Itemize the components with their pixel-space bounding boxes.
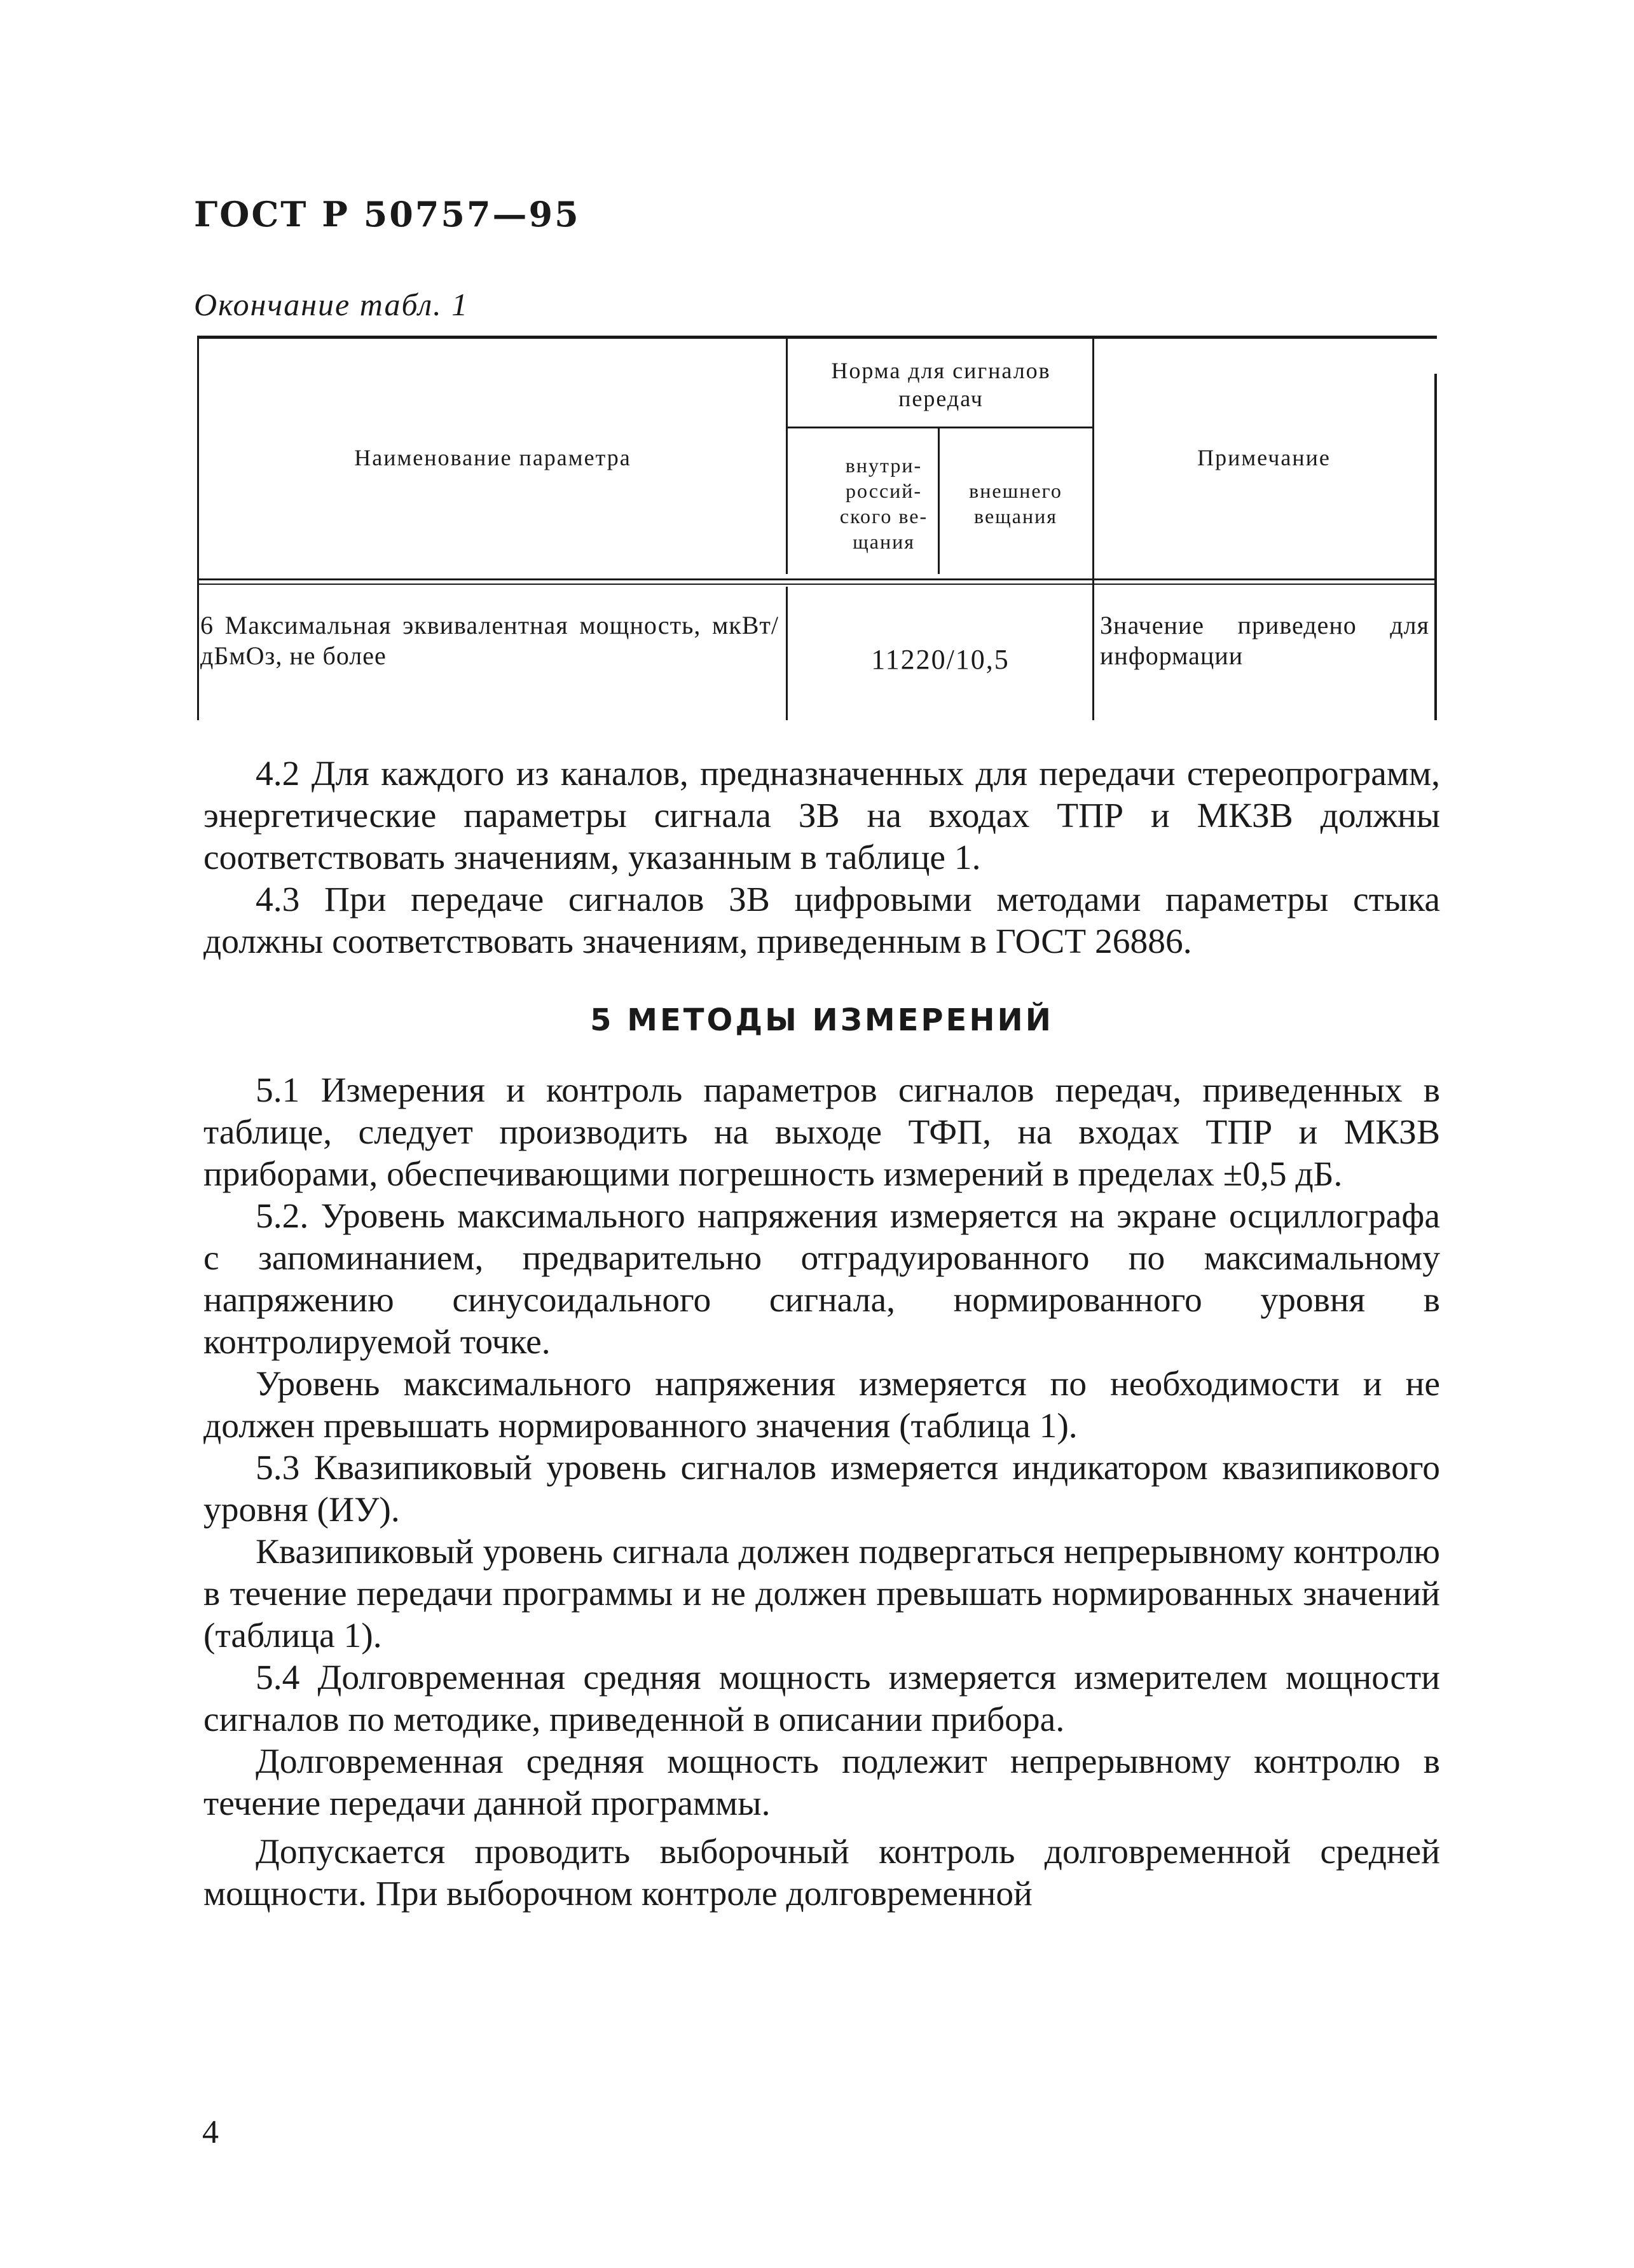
header-bottom-rule-2 xyxy=(197,584,1437,585)
paragraph-5-1: 5.1 Измерения и контроль параметров сигналов передач, приведенных в таблице, следует производить на выходе ТФП, на входах ТПР и МКЗВ приборами, обеспечивающими погрешность измерений в пределах ±0,5 дБ. xyxy=(203,1071,1440,1194)
header-norm-group: Норма для сигналов передач xyxy=(831,358,1051,411)
group-header-rule xyxy=(786,427,1094,428)
paragraph-5-4-sampling: Допускается проводить выборочный контроль долговременной средней мощности. При выборочном контроле долговременной xyxy=(203,1833,1440,1913)
table-col-divider-3 xyxy=(1092,336,1094,720)
parameters-table xyxy=(197,336,1437,720)
row-norm-value: 11220/10,5 xyxy=(871,643,1010,675)
document-header: ГОСТ Р 50757—95 xyxy=(194,194,580,235)
page-number: 4 xyxy=(202,2114,219,2150)
paragraph-4-2: 4.2 Для каждого из каналов, предназначенных для передачи стереопрограмм, энергетические параметры сигнала ЗВ на входах ТПР и МКЗВ должны соответствовать значениям, указанным в таблице 1. xyxy=(203,755,1440,877)
paragraph-5-3: 5.3 Квазипиковый уровень сигналов измеряется индикатором квазипикового уровня (ИУ). xyxy=(203,1449,1440,1529)
paragraph-5-3-continued: Квазипиковый уровень сигнала должен подвергаться непрерывному контролю в течение передачи программы и не должен превышать нормированных значений (таблица 1). xyxy=(203,1533,1440,1655)
row-parameter-name: 6 Максимальная эквивалентная мощность, мкВт/дБмОз, не более xyxy=(200,611,779,670)
paragraph-4-3: 4.3 При передаче сигналов ЗВ цифровыми методами параметры стыка должны соответствовать значениям, приведенным в ГОСТ 26886. xyxy=(203,880,1440,961)
table-left-border xyxy=(197,336,199,720)
header-external-broadcasting: внешнего вещания xyxy=(969,479,1062,528)
paragraph-5-2-continued: Уровень максимального напряжения измеряется по необходимости и не должен превышать нормированного значения (таблица 1). xyxy=(203,1365,1440,1445)
header-bottom-rule xyxy=(197,578,1437,580)
row-note: Значение приведено для информации xyxy=(1100,611,1429,670)
paragraph-5-4-continued: Долговременная средняя мощность подлежит непрерывному контролю в течение передачи данной программы. xyxy=(203,1742,1440,1823)
section-5-title: 5 МЕТОДЫ ИЗМЕРЕНИЙ xyxy=(590,1002,1054,1038)
header-domestic-broadcasting: внутри-россий-ского ве-щания xyxy=(839,454,928,553)
table-col-divider-1 xyxy=(786,336,788,574)
table-col-divider-2 xyxy=(938,428,940,574)
table-caption: Окончание табл. 1 xyxy=(194,287,469,322)
paragraph-5-4: 5.4 Долговременная средняя мощность измеряется измерителем мощности сигналов по методике, приведенной в описании прибора. xyxy=(203,1658,1440,1739)
document-body xyxy=(203,753,1440,1915)
table-col-divider-1-lower xyxy=(786,587,788,720)
table-right-border xyxy=(1434,374,1437,720)
header-note: Примечание xyxy=(1197,444,1331,470)
paragraph-5-2: 5.2. Уровень максимального напряжения измеряется на экране осциллографа с запоминанием, предварительно отградуированного по максимальному напряжению синусоидального сигнала, нормированного уровня в контролируемой точке. xyxy=(203,1197,1440,1362)
header-parameter-name: Наименование параметра xyxy=(354,444,631,470)
